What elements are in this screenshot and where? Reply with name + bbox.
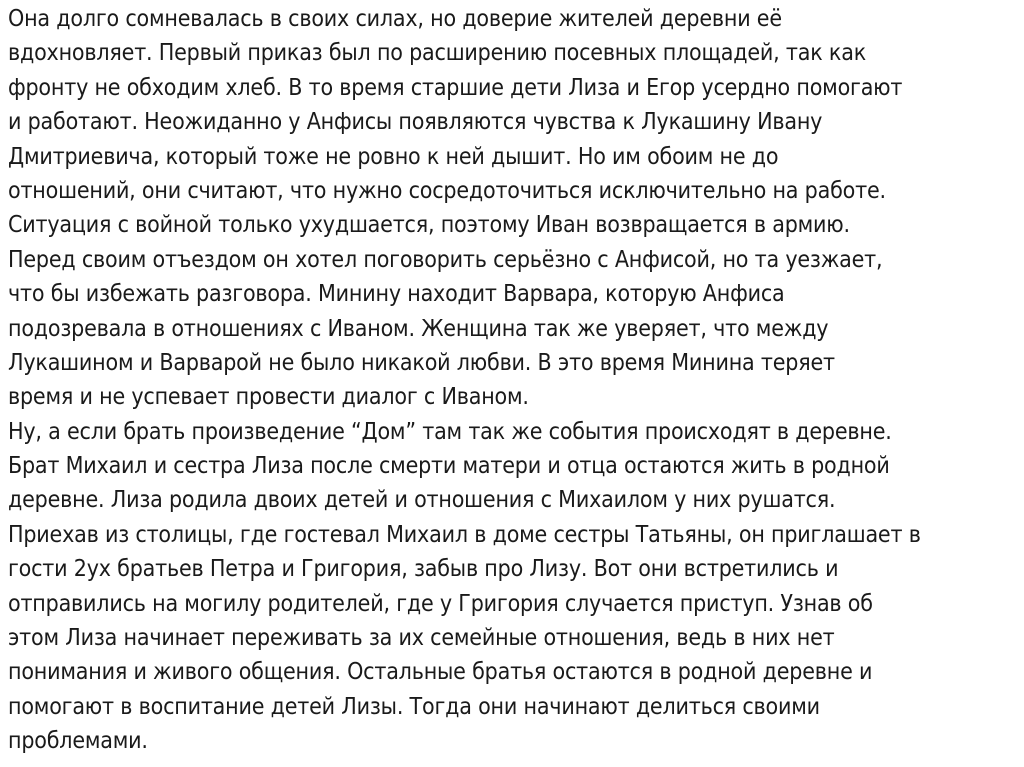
text-line: деревне. Лиза родила двоих детей и отношения с Михаилом у них рушатся. (8, 487, 836, 514)
text-line: отношений, они считают, что нужно сосредоточиться исключительно на работе. (8, 177, 886, 204)
text-line: этом Лиза начинает переживать за их семейные отношения, ведь в них нет (8, 625, 835, 652)
text-line: проблемами. (8, 728, 148, 755)
text-line: Ну, а если брать произведение “Дом” там так же события происходят в деревне. (8, 418, 892, 445)
text-line: время и не успевает провести диалог с Иваном. (8, 384, 529, 411)
text-line: понимания и живого общения. Остальные братья остаются в родной деревне и (8, 659, 873, 686)
text-line: вдохновляет. Первый приказ был по расширению посевных площадей, так как (8, 40, 866, 67)
text-line: фронту не обходим хлеб. В то время старшие дети Лиза и Егор усердно помогают (8, 74, 903, 101)
document-text (8, 2, 1020, 759)
text-line: Ситуация с войной только ухудшается, поэтому Иван возвращается в армию. (8, 212, 850, 239)
text-line: помогают в воспитание детей Лизы. Тогда они начинают делиться своими (8, 693, 820, 720)
text-line: Она долго сомневалась в своих силах, но доверие жителей деревни её (8, 6, 782, 32)
text-line: гости 2ух братьев Петра и Григория, забыв про Лизу. Вот они встретились и (8, 556, 839, 583)
text-line: Брат Михаил и сестра Лиза после смерти матери и отца остаются жить в родной (8, 453, 890, 480)
text-line: Перед своим отъездом он хотел поговорить серьёзно с Анфисой, но та уезжает, (8, 246, 883, 273)
text-line: Дмитриевича, который тоже не ровно к ней дышит. Но им обоим не до (8, 143, 779, 170)
text-line: и работают. Неожиданно у Анфисы появляются чувства к Лукашину Ивану (8, 109, 823, 136)
text-line: Приехав из столицы, где гостевал Михаил в доме сестры Татьяны, он приглашает в (8, 521, 921, 548)
text-line: Лукашином и Варварой не было никакой любви. В это время Минина теряет (8, 349, 835, 376)
text-line: что бы избежать разговора. Минину находит Варвара, которую Анфиса (8, 281, 785, 308)
text-line: подозревала в отношениях с Иваном. Женщина так же уверяет, что между (8, 315, 829, 342)
text-line: отправились на могилу родителей, где у Григория случается приступ. Узнав об (8, 590, 873, 617)
